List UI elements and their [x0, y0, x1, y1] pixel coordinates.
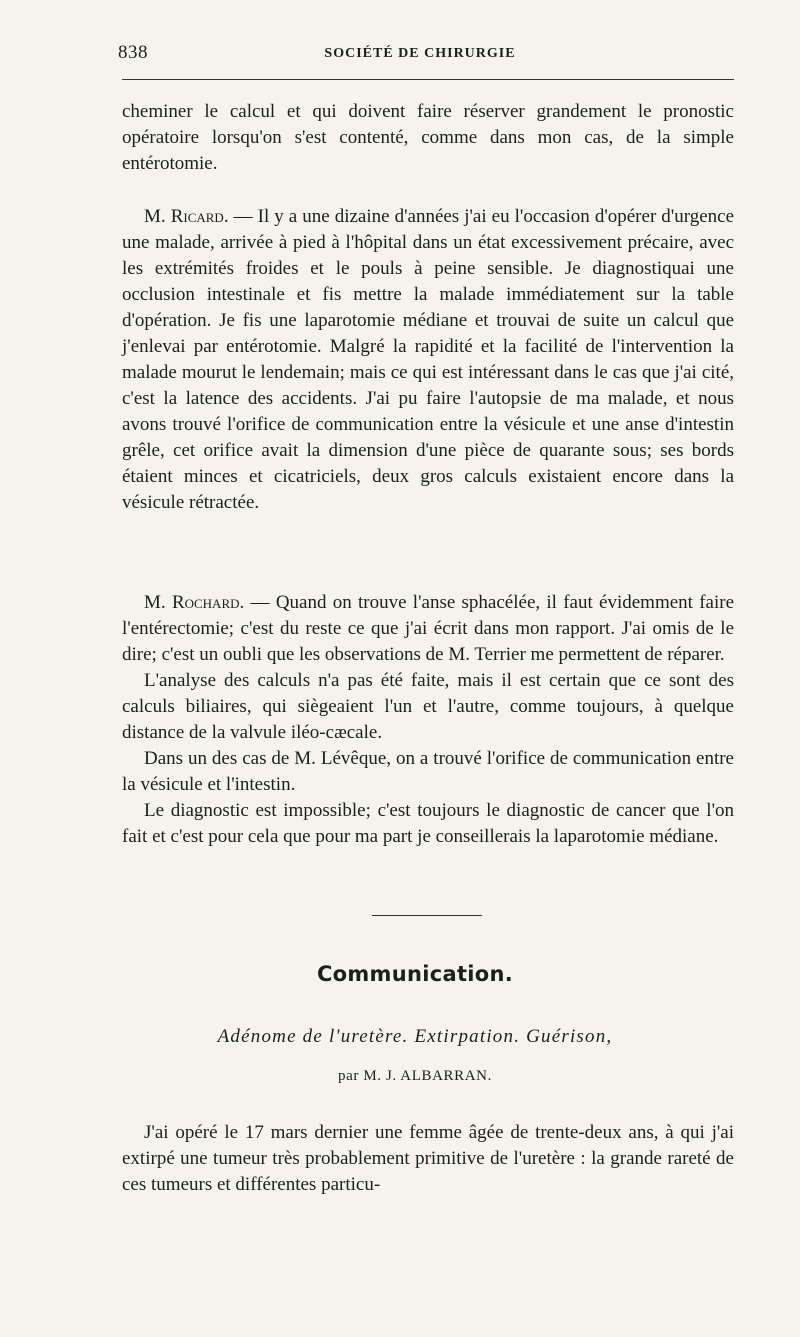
continuation-paragraph [122, 99, 734, 177]
ricard-speaker-prefix: M. [144, 206, 166, 227]
ricard-remarks [122, 204, 734, 516]
rochard-paragraph-calculs: L'analyse des calculs n'a pas été faite, mais il est certain que ce sont des calculs biliaires, qui siègeaient l'un et l'autre, comme toujours, à quelque distance de la valvule iléo-cæcale. [122, 670, 734, 743]
article-byline: par M. J. ALBARRAN. [338, 1068, 492, 1084]
page-number: 838 [118, 42, 148, 63]
header-rule [122, 79, 734, 80]
article-opening-text: J'ai opéré le 17 mars dernier une femme âgée de trente-deux ans, à qui j'ai extirpé une tumeur très probablement primitive de l'uretère : la grande rareté de ces tumeurs et différentes particu- [122, 1122, 734, 1195]
rochard-speaker-name: Rochard [171, 592, 240, 613]
ricard-dash: — [228, 206, 258, 227]
section-divider [372, 915, 482, 916]
running-title: SOCIÉTÉ DE CHIRURGIE [324, 46, 516, 61]
rochard-dash: — [244, 592, 276, 613]
ricard-speaker-name: Ricard [170, 206, 224, 227]
rochard-speaker-prefix: M. [144, 592, 166, 613]
rochard-text: Quand on trouve l'anse sphacélée, il faut évidemment faire l'entérectomie; c'est du reste ce que j'ai écrit dans mon rapport. J'ai omis de le dire; c'est un oubli que les observations de M. Terrier me permettent de réparer. [122, 592, 735, 665]
rochard-remarks [122, 590, 734, 850]
article-title: Adénome de l'uretère. Extirpation. Guérison, [217, 1026, 613, 1047]
rochard-paragraph-leveque: Dans un des cas de M. Lévêque, on a trouvé l'orifice de communication entre la vésicule et l'intestin. [122, 748, 734, 795]
ricard-paragraph: M. Ricard. — Il y a une dizaine d'années j'ai eu l'occasion d'opérer d'urgence une malade, arrivée à pied à l'hôpital dans un état excessivement précaire, avec les extrémités froides et le pouls à peine sensible. Je diagnostiquai une occlusion intestinale et fis mettre la malade immédiatement sur la table d'opération. Je fis une laparotomie médiane et trouvai de suite un calcul que j'enlevai par entérotomie. Malgré la rapidité et la facilité de l'intervention la malade mourut le lendemain; mais ce qui est intéressant dans le cas que j'ai cité, c'est la latence des accidents. J'ai pu faire l'autopsie de ma malade, et nous avons trouvé l'orifice de communication entre la vésicule et une anse d'intestin grêle, cet orifice avait la dimension d'une pièce de quarante sous; ses bords étaient minces et cicatriciels, deux gros calculs existaient encore dans la vésicule rétractée. [122, 206, 735, 513]
section-heading: Communication. [316, 962, 514, 986]
rochard-paragraph-diagnostic: Le diagnostic est impossible; c'est toujours le diagnostic de cancer que l'on fait et c'est pour cela que pour ma part je conseillerais la laparotomie médiane. [122, 800, 734, 847]
ricard-text: Il y a une dizaine d'années j'ai eu l'occasion d'opérer d'urgence une malade, arrivée à pied à l'hôpital dans un état excessivement précaire, avec les extrémités froides et le pouls à peine sensible. Je diagnostiquai une occlusion intestinale et fis mettre la malade immédiatement sur la table d'opération. Je fis une laparotomie médiane et trouvai de suite un calcul que j'enlevai par entérotomie. Malgré la rapidité et la facilité de l'intervention la malade mourut le lendemain; mais ce qui est intéressant dans le cas que j'ai cité, c'est la latence des accidents. J'ai pu faire l'autopsie de ma malade, et nous avons trouvé l'orifice de communication entre la vésicule et une anse d'intestin grêle, cet orifice avait la dimension d'une pièce de quarante sous; ses bords étaient minces et cicatriciels, deux gros calculs existaient encore dans la vésicule rétractée. [122, 206, 735, 513]
article-opening [122, 1120, 734, 1198]
continuation-text: cheminer le calcul et qui doivent faire réserver grandement le pronostic opératoire lorsqu'on s'est contenté, comme dans mon cas, de la simple entérotomie. [122, 101, 734, 174]
rochard-paragraph: M. Rochard. — Quand on trouve l'anse sphacélée, il faut évidemment faire l'entérectomie; c'est du reste ce que j'ai écrit dans mon rapport. J'ai omis de le dire; c'est un oubli que les observations de M. Terrier me permettent de réparer. [122, 592, 735, 665]
